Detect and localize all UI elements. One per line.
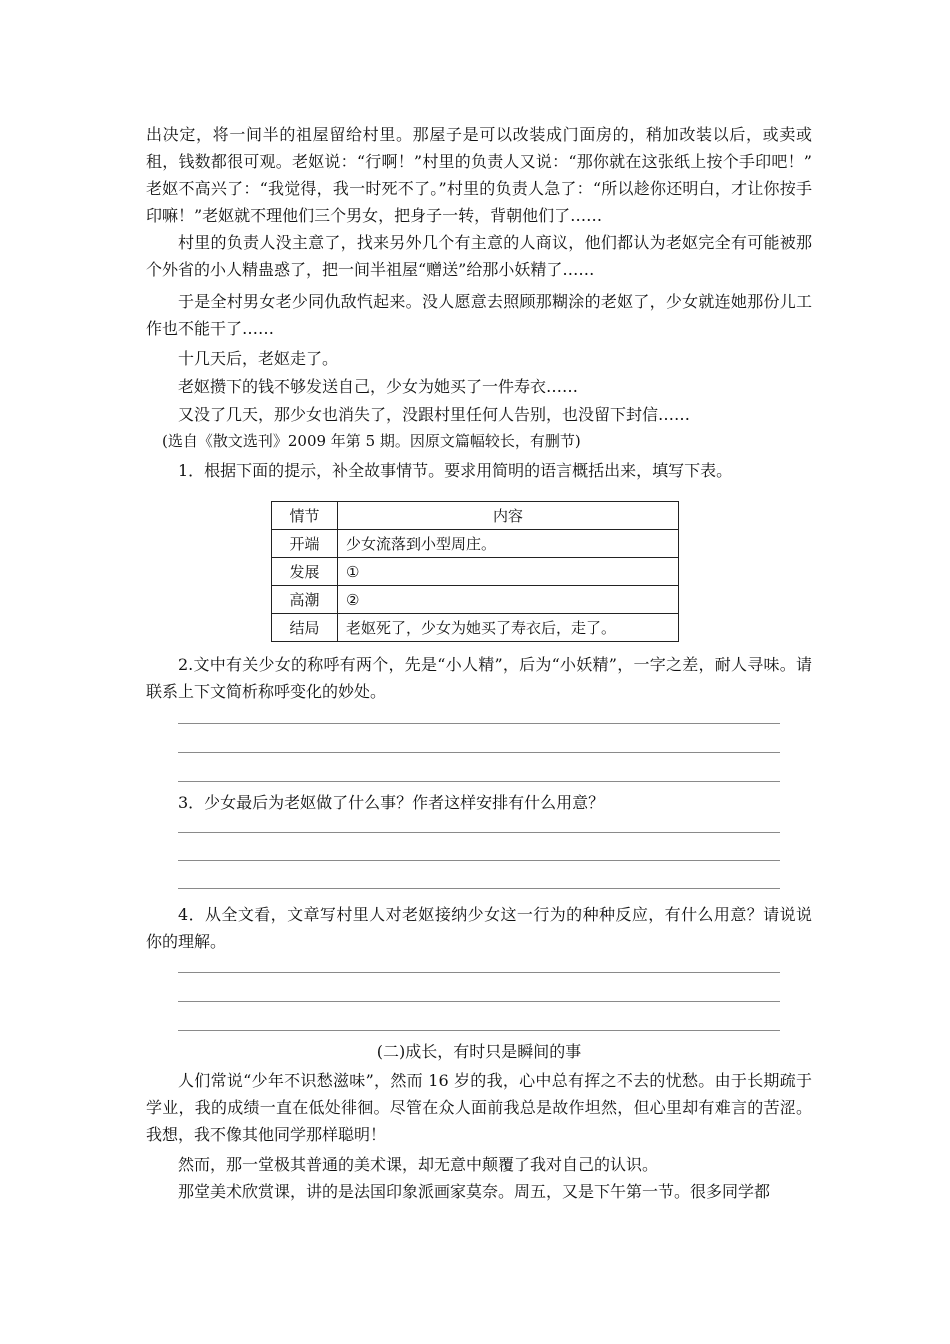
- table-header-content: 内容: [338, 502, 679, 530]
- question-1: 1．根据下面的提示，补全故事情节。要求用简明的语言概括出来，填写下表。: [178, 461, 733, 480]
- table-cell-answer-blank[interactable]: ②: [338, 586, 679, 614]
- section-2-paragraph-2: 然而，那一堂极其普通的美术课，却无意中颠覆了我对自己的认识。: [178, 1155, 659, 1174]
- section-2-paragraph-1: 人们常说“少年不识愁滋味”，然而 16 岁的我，心中总有挥之不去的忧愁。由于长期疏于学业，我的成绩一直在低处徘徊。尽管在众人面前我总是故作坦然，但心里却有难言的苦涩。我想，我不像其他同学那样聪明！: [146, 1071, 812, 1144]
- plot-table: [271, 501, 679, 642]
- question-4: 4．从全文看，文章写村里人对老妪接纳少女这一行为的种种反应，有什么用意？请说说你的理解。: [146, 905, 812, 951]
- table-header-row: [272, 502, 679, 530]
- answer-line[interactable]: [178, 972, 780, 973]
- table-row: [272, 614, 679, 642]
- table-row: [272, 586, 679, 614]
- answer-line[interactable]: [178, 860, 780, 861]
- table-row: [272, 558, 679, 586]
- story-paragraph-1: 出决定，将一间半的祖屋留给村里。那屋子是可以改装成门面房的，稍加改装以后，或卖或租，钱数都很可观。老妪说：“行啊！”村里的负责人又说：“那你就在这张纸上按个手印吧！” 老妪不高兴了：“我觉得，我一时死不了。”村里的负责人急了：“所以趁你还明白，才让你按手印嘛！”老妪就不理他们三个男女，把身子一转，背朝他们了……: [146, 125, 812, 225]
- table-cell-stage: 高潮: [272, 586, 338, 614]
- table-cell-content: 少女流落到小型周庄。: [338, 530, 679, 558]
- question-3: 3．少女最后为老妪做了什么事？作者这样安排有什么用意？: [178, 793, 605, 812]
- story-paragraph-3: 于是全村男女老少同仇敌忾起来。没人愿意去照顾那糊涂的老妪了，少女就连她那份儿工作也不能干了……: [146, 292, 812, 338]
- story-paragraph-6: 又没了几天，那少女也消失了，没跟村里任何人告别，也没留下封信……: [178, 405, 691, 424]
- story-paragraph-4: 十几天后，老妪走了。: [178, 349, 339, 368]
- table-cell-content: 老妪死了，少女为她买了寿衣后，走了。: [338, 614, 679, 642]
- answer-line[interactable]: [178, 888, 780, 889]
- section-2-paragraph-3: 那堂美术欣赏课，讲的是法国印象派画家莫奈。周五，又是下午第一节。很多同学都: [178, 1182, 771, 1201]
- answer-line[interactable]: [178, 752, 780, 753]
- answer-line[interactable]: [178, 1030, 780, 1031]
- table-header-plot: 情节: [272, 502, 338, 530]
- answer-line[interactable]: [178, 723, 780, 724]
- answer-line[interactable]: [178, 1001, 780, 1002]
- story-paragraph-2: 村里的负责人没主意了，找来另外几个有主意的人商议，他们都认为老妪完全有可能被那个外省的小人精蛊惑了，把一间半祖屋“赠送”给那小妖精了……: [146, 233, 812, 279]
- table-cell-answer-blank[interactable]: ①: [338, 558, 679, 586]
- question-2: 2.文中有关少女的称呼有两个，先是“小人精”，后为“小妖精”，一字之差，耐人寻味。请联系上下文简析称呼变化的妙处。: [146, 655, 812, 701]
- section-2-title: (二)成长，有时只是瞬间的事: [376, 1042, 582, 1061]
- source-note: (选自《散文选刊》2009 年第 5 期。因原文篇幅较长，有删节): [162, 432, 581, 450]
- story-paragraph-5: 老妪攒下的钱不够发送自己，少女为她买了一件寿衣……: [178, 377, 579, 396]
- table-row: [272, 530, 679, 558]
- table-cell-stage: 发展: [272, 558, 338, 586]
- answer-line[interactable]: [178, 781, 780, 782]
- table-cell-stage: 结局: [272, 614, 338, 642]
- answer-line[interactable]: [178, 832, 780, 833]
- table-cell-stage: 开端: [272, 530, 338, 558]
